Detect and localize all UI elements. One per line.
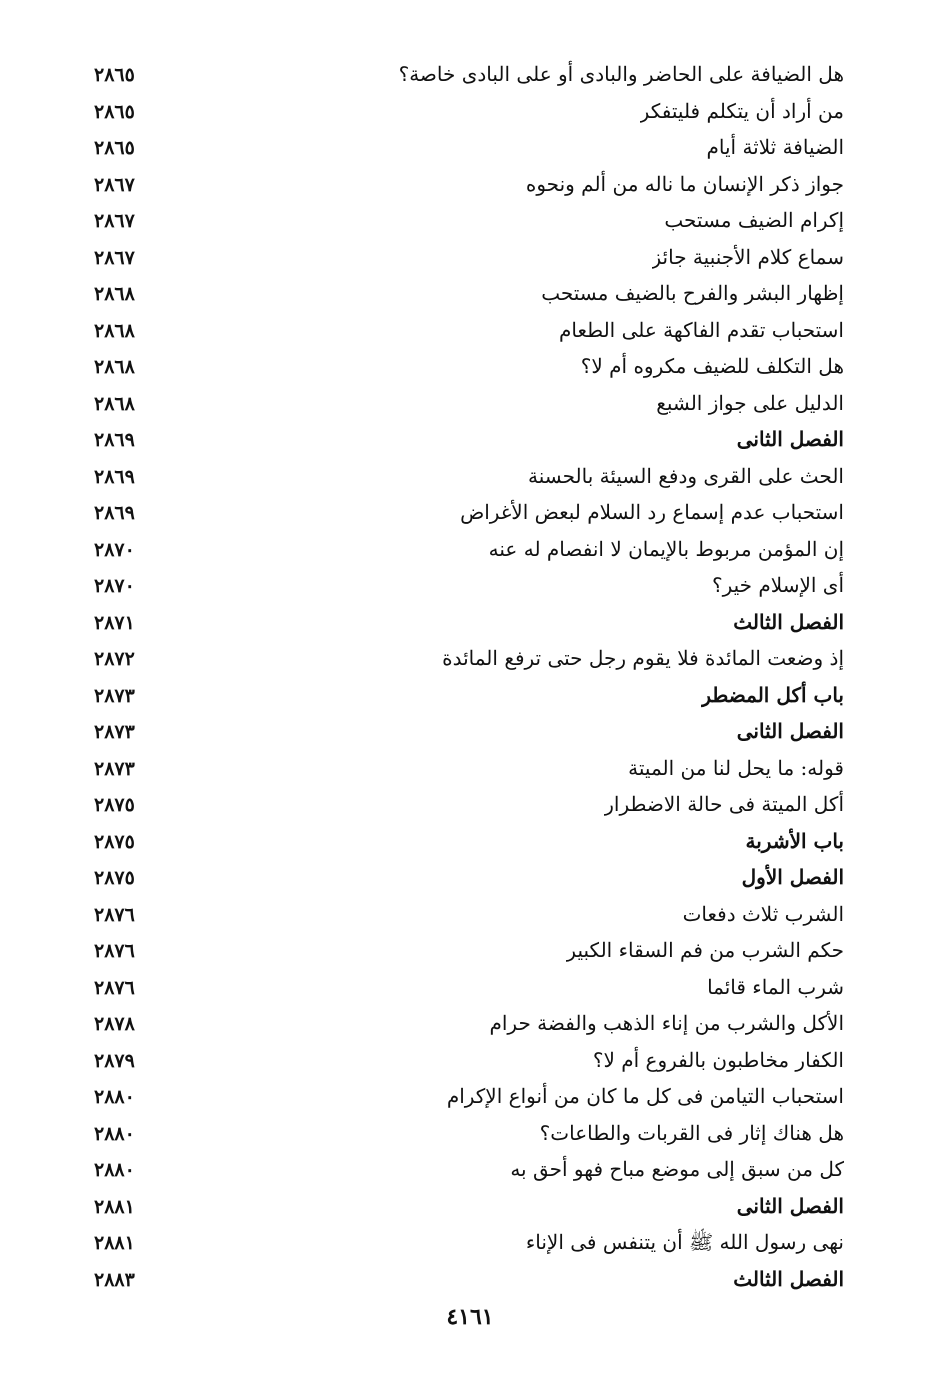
toc-page-number: ٢٨٦٥ [94,137,135,159]
toc-page-number: ٢٨٨٠ [94,1086,135,1108]
toc-heading-title: الفصل الثالث [733,609,844,634]
toc-entry-title: حكم الشرب من فم السقاء الكبير [566,938,844,962]
toc-entry-row [0,166,940,203]
toc-entry-title: الشرب ثلاث دفعات [682,901,844,926]
toc-entry-row [0,896,940,933]
toc-page-number: ٢٨٨٠ [94,1122,135,1145]
toc-page-number: ٢٨٧١ [94,611,135,634]
toc-entry-title: الدليل على جواز الشبع [656,390,844,415]
toc-heading-row [0,823,940,860]
toc-page-number: ٢٨٧٢ [94,648,135,670]
toc-page-number: ٢٨٧٣ [94,757,135,780]
toc-entry-row [0,312,940,349]
table-of-contents [0,56,940,1297]
toc-page-number: ٢٨٧٩ [94,1049,135,1072]
toc-entry-title: سماع كلام الأجنبية جائز [651,244,844,269]
toc-entry-row [0,1078,940,1115]
toc-entry-row [0,640,940,677]
toc-heading-title: الفصل الثانى [736,427,844,451]
toc-entry-title: أى الإسلام خير؟ [711,573,844,597]
toc-entry-row [0,1042,940,1079]
toc-page-number: ٢٨٦٩ [94,502,135,524]
toc-heading-row [0,859,940,896]
toc-entry-title: هل الضيافة على الحاضر والبادى أو على البادى خاصة؟ [398,62,844,86]
toc-entry-title: إذ وضعت المائدة فلا يقوم رجل حتى ترفع المائدة [442,646,844,670]
toc-entry-row [0,385,940,422]
toc-entry-row [0,129,940,166]
toc-entry-row [0,567,940,604]
toc-page-number: ٢٨٧٨ [94,1013,135,1035]
toc-entry-title: الأكل والشرب من إناء الذهب والفضة حرام [489,1011,844,1035]
toc-page-number: ٢٨٧٦ [94,903,135,926]
toc-page-number: ٢٨٨١ [94,1232,135,1254]
toc-entry-row [0,750,940,787]
toc-entry-row [0,786,940,823]
toc-entry-title: هل هناك إثار فى القربات والطاعات؟ [539,1120,844,1145]
toc-page-number: ٢٨٨٣ [94,1268,135,1291]
toc-page-number: ٢٨٧٥ [94,830,135,853]
toc-heading-row [0,604,940,641]
toc-entry-title: استحباب تقدم الفاكهة على الطعام [559,317,844,342]
toc-page-number: ٢٨٧٦ [94,940,135,962]
toc-page-number: ٢٨٦٨ [94,319,135,342]
toc-entry-row [0,494,940,531]
toc-page-number: ٢٨٦٧ [94,246,135,269]
toc-entry-row [0,531,940,568]
toc-entry-title: هل التكلف للضيف مكروه أم لا؟ [580,354,844,378]
toc-entry-row [0,202,940,239]
toc-entry-title: جواز ذكر الإنسان ما ناله من ألم ونحوه [525,171,844,196]
toc-heading-title: الفصل الثانى [736,719,844,743]
toc-entry-row [0,1005,940,1042]
toc-entry-title: الضيافة ثلاثة أيام [706,135,844,159]
toc-page-number: ٢٨٧٣ [94,684,135,707]
toc-heading-row [0,677,940,714]
toc-page-number: ٢٨٦٧ [94,210,135,232]
toc-page-number: ٢٨٧٥ [94,867,135,889]
toc-page-number: ٢٨٧٦ [94,976,135,999]
toc-entry-title: إظهار البشر والفرح بالضيف مستحب [541,281,844,305]
toc-entry-row [0,932,940,969]
toc-entry-title: استحباب التيامن فى كل ما كان من أنواع الإكرام [446,1084,844,1108]
toc-entry-row [0,1224,940,1261]
page-number: ٤١٦١ [446,1304,494,1330]
toc-heading-row [0,1188,940,1225]
toc-page-number: ٢٨٧٥ [94,794,135,816]
toc-entry-title: الحث على القرى ودفع السيئة بالحسنة [528,463,844,488]
toc-heading-row [0,421,940,458]
toc-heading-title: الفصل الثالث [733,1266,844,1291]
toc-entry-row [0,969,940,1006]
toc-page-number: ٢٨٦٨ [94,392,135,415]
toc-entry-title: كل من سبق إلى موضع مباح فهو أحق به [510,1157,844,1181]
toc-entry-title: شرب الماء قائما [707,974,844,999]
toc-entry-title: إن المؤمن مربوط بالإيمان لا انفصام له عنه [488,536,844,561]
toc-page-number: ٢٨٦٨ [94,283,135,305]
toc-heading-title: باب الأشربة [745,828,844,853]
toc-heading-title: الفصل الثانى [736,1193,844,1218]
toc-entry-row [0,93,940,130]
toc-entry-row [0,348,940,385]
toc-page-number: ٢٨٨٠ [94,1159,135,1181]
toc-entry-title: استحباب عدم إسماع رد السلام لبعض الأغراض [460,500,844,524]
toc-page-number: ٢٨٧٣ [94,721,135,743]
toc-heading-title: الفصل الأول [741,865,844,889]
toc-entry-title: إكرام الضيف مستحب [664,208,844,232]
toc-page-number: ٢٨٦٨ [94,356,135,378]
toc-entry-row [0,239,940,276]
toc-entry-title: من أراد أن يتكلم فليتفكر [639,98,844,123]
toc-page-number: ٢٨٦٩ [94,429,135,451]
toc-heading-row [0,1261,940,1298]
toc-entry-title: أكل الميتة فى حالة الاضطرار [604,792,844,816]
toc-entry-row [0,1151,940,1188]
toc-page-number: ٢٨٦٩ [94,465,135,488]
toc-entry-row [0,458,940,495]
toc-entry-row [0,275,940,312]
toc-entry-title: نهى رسول الله ﷺ أن يتنفس فى الإناء [525,1230,844,1254]
toc-entry-row [0,56,940,93]
toc-page-number: ٢٨٧٠ [94,575,135,597]
toc-heading-row [0,713,940,750]
toc-page-number: ٢٨٧٠ [94,538,135,561]
toc-heading-title: باب أكل المضطر [701,682,844,707]
toc-page-number: ٢٨٦٥ [94,100,135,123]
toc-entry-row [0,1115,940,1152]
toc-entry-title: قوله: ما يحل لنا من الميتة [628,755,844,780]
toc-page-number: ٢٨٨١ [94,1195,135,1218]
toc-page-number: ٢٨٦٥ [94,64,135,86]
toc-entry-title: الكفار مخاطبون بالفروع أم لا؟ [592,1047,844,1072]
toc-page-number: ٢٨٦٧ [94,173,135,196]
